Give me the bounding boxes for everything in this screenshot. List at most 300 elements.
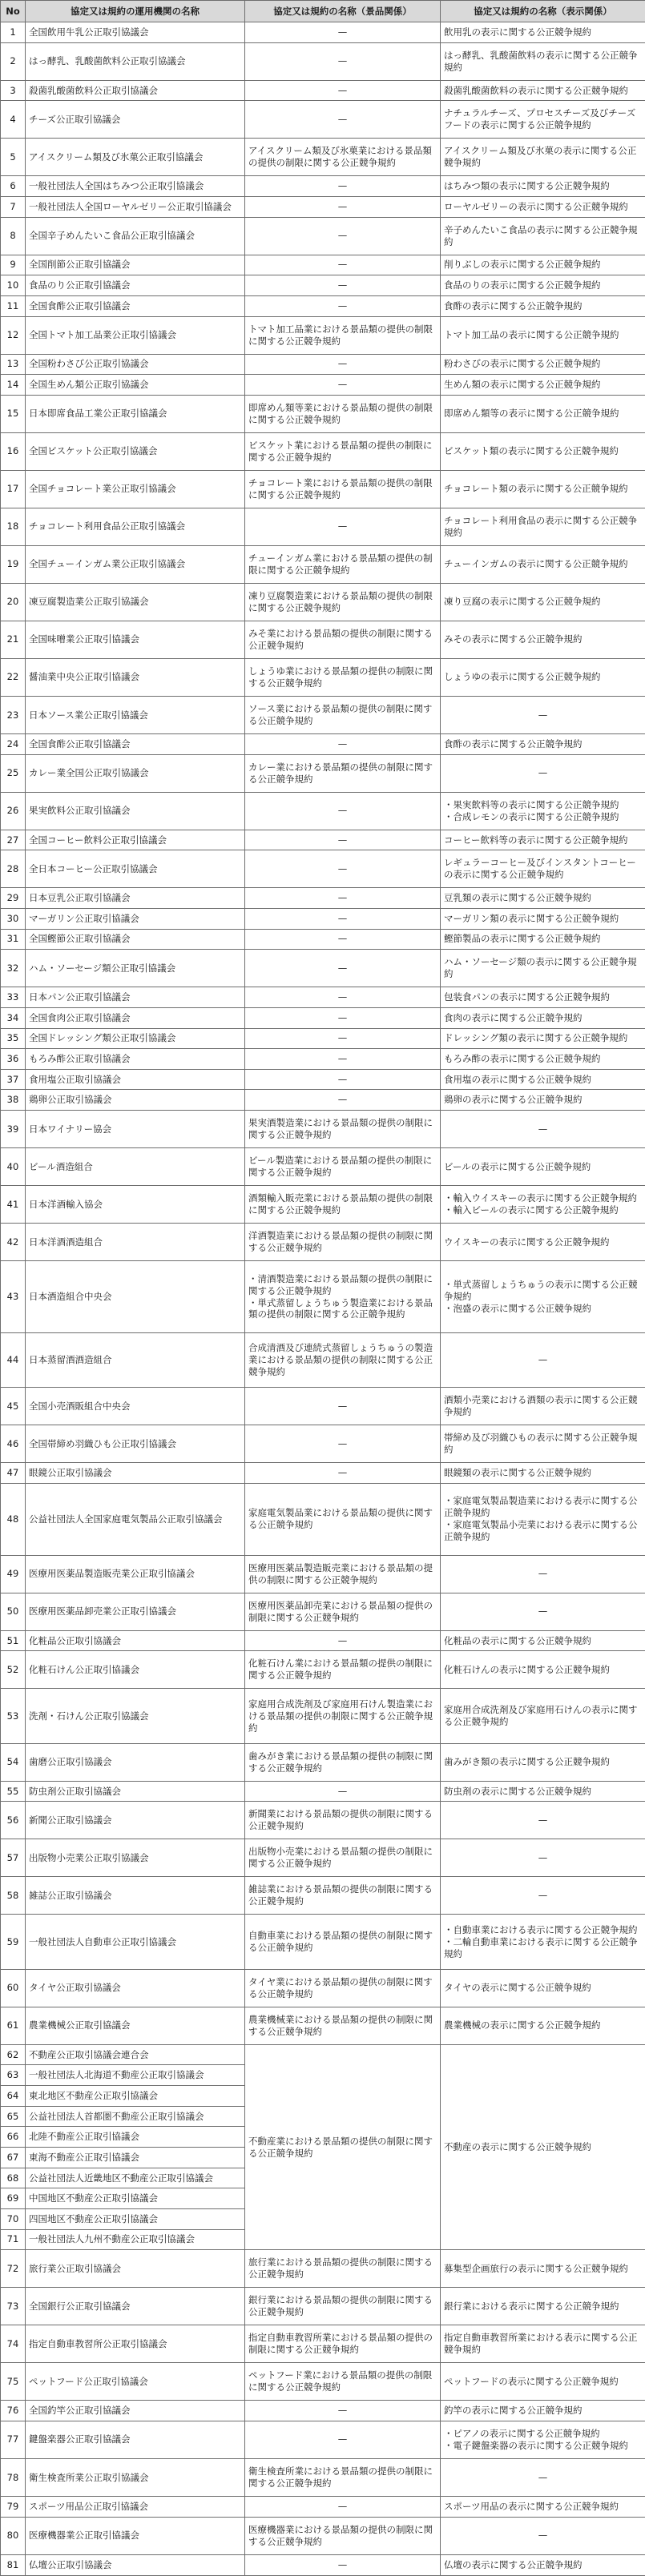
row-number: 33 [1, 987, 26, 1008]
table-row [1, 696, 645, 733]
table-row [1, 908, 645, 929]
labeling-code-item: — [538, 2530, 548, 2542]
premium-code-name: — [245, 375, 441, 396]
organization-name: 殺菌乳酸菌飲料公正取引協議会 [26, 80, 245, 101]
premium-code-name: しょうゆ業における景品類の提供の制限に関する公正競争規約 [245, 658, 441, 696]
table-row [1, 1332, 645, 1387]
row-number: 52 [1, 1651, 26, 1689]
table-row [1, 101, 645, 139]
labeling-code-name [441, 908, 645, 929]
organization-name: 農業機械公正取引協議会 [26, 2007, 245, 2044]
premium-code-name: 合成清酒及び連続式蒸留しょうちゅうの製造業における景品類の提供の制限に関する公正競争規約 [245, 1332, 441, 1387]
labeling-code-name [441, 432, 645, 470]
premium-code-name: — [245, 22, 441, 43]
labeling-code-item: はっ酵乳、乳酸菌飲料の表示に関する公正競争規約 [444, 49, 638, 73]
organization-name: 歯磨公正取引協議会 [26, 1743, 245, 1781]
labeling-code-name [441, 929, 645, 950]
table-row [1, 1111, 645, 1148]
row-number: 20 [1, 583, 26, 621]
table-row [1, 2401, 645, 2421]
premium-code-name: 銀行業における景品類の提供の制限に関する公正競争規約 [245, 2288, 441, 2325]
header-row [1, 1, 645, 22]
labeling-code-item: 生めん類の表示に関する公正競争規約 [444, 379, 601, 391]
table-row [1, 545, 645, 583]
table-row [1, 1877, 645, 1915]
row-number: 5 [1, 139, 26, 176]
table-row [1, 658, 645, 696]
labeling-code-item: 家庭用合成洗剤及び家庭用石けんの表示に関する公正競争規約 [444, 1704, 638, 1728]
row-number: 12 [1, 316, 26, 354]
table-row [1, 1802, 645, 1839]
row-number: 15 [1, 395, 26, 432]
labeling-code-name [441, 1049, 645, 1070]
premium-code-name: 医療機器業における景品類の提供の制限に関する公正競争規約 [245, 2517, 441, 2554]
header-org: 協定又は規約の運用機関の名称 [26, 1, 245, 22]
labeling-code-item: ペットフードの表示に関する公正競争規約 [444, 2375, 619, 2387]
premium-code-name: — [245, 2401, 441, 2421]
labeling-code-name [441, 1689, 645, 1743]
row-number: 22 [1, 658, 26, 696]
row-number: 51 [1, 1630, 26, 1651]
labeling-code-name [441, 1463, 645, 1484]
labeling-code-name [441, 2496, 645, 2517]
labeling-code-item: 防虫剤の表示に関する公正競争規約 [444, 1785, 591, 1797]
organization-name: 防虫剤公正取引協議会 [26, 1781, 245, 1802]
row-number: 79 [1, 2496, 26, 2517]
row-number: 54 [1, 1743, 26, 1781]
labeling-code-name [441, 2325, 645, 2363]
premium-code-name: — [245, 1069, 441, 1090]
labeling-code-item: 銀行業における表示に関する公正競争規約 [444, 2300, 619, 2312]
labeling-code-name [441, 1915, 645, 1969]
organization-name: 医療用医薬品卸売業公正取引協議会 [26, 1593, 245, 1630]
row-number: 18 [1, 508, 26, 545]
table-row [1, 375, 645, 396]
labeling-code-item: 釣竿の表示に関する公正競争規約 [444, 2405, 583, 2417]
organization-name: 旅行業公正取引協議会 [26, 2250, 245, 2288]
premium-code-name: トマト加工品業における景品類の提供の制限に関する公正競争規約 [245, 316, 441, 354]
labeling-code-item: — [538, 767, 548, 779]
labeling-code-name [441, 2007, 645, 2044]
labeling-code-item: 帯締め及び羽織ひもの表示に関する公正競争規約 [444, 1432, 638, 1456]
labeling-code-item: 削りぶしの表示に関する公正競争規約 [444, 259, 601, 271]
labeling-code-name [441, 1028, 645, 1049]
organization-name: 日本即席食品工業公正取引協議会 [26, 395, 245, 432]
table-row [1, 295, 645, 316]
premium-code-name: 果実酒製造業における景品類の提供の制限に関する公正競争規約 [245, 1111, 441, 1148]
row-number: 62 [1, 2044, 26, 2065]
labeling-code-name [441, 1148, 645, 1186]
organization-name: 指定自動車教習所公正取引協議会 [26, 2325, 245, 2363]
organization-name: 一般社団法人自動車公正取引協議会 [26, 1915, 245, 1969]
labeling-code-item: 粉わさびの表示に関する公正競争規約 [444, 358, 601, 370]
labeling-code-item: 食品のりの表示に関する公正競争規約 [444, 279, 601, 291]
row-number: 6 [1, 176, 26, 197]
labeling-code-item: トマト加工品の表示に関する公正競争規約 [444, 329, 619, 341]
table-row [1, 1028, 645, 1049]
labeling-code-name [441, 508, 645, 545]
premium-code-name: — [245, 850, 441, 888]
labeling-code-name [441, 1781, 645, 1802]
premium-code-name: チューインガム業における景品類の提供の制限に関する公正競争規約 [245, 545, 441, 583]
premium-code-name: 化粧石けん業における景品類の提供の制限に関する公正競争規約 [245, 1651, 441, 1689]
labeling-code-name [441, 2458, 645, 2496]
labeling-code-name [441, 176, 645, 197]
premium-code-name: 雑誌業における景品類の提供の制限に関する公正競争規約 [245, 1877, 441, 1915]
organization-name: 一般社団法人北海道不動産公正取引協議会 [26, 2065, 245, 2086]
row-number: 43 [1, 1261, 26, 1333]
row-number: 19 [1, 545, 26, 583]
labeling-code-name [441, 1007, 645, 1028]
premium-code-name: — [245, 1007, 441, 1028]
table-row [1, 2363, 645, 2401]
organization-name: 公益社団法人近畿地区不動産公正取引協議会 [26, 2168, 245, 2188]
organization-name: 一般社団法人九州不動産公正取引協議会 [26, 2229, 245, 2250]
table-row [1, 1007, 645, 1028]
organization-name: 全国食酢公正取引協議会 [26, 733, 245, 754]
premium-code-name: 自動車業における景品類の提供の制限に関する公正競争規約 [245, 1915, 441, 1969]
labeling-code-item: ・単式蒸留しょうちゅうの表示に関する公正競争規約 [444, 1279, 638, 1303]
row-number: 37 [1, 1069, 26, 1090]
labeling-code-name [441, 295, 645, 316]
table-row [1, 316, 645, 354]
row-number: 66 [1, 2127, 26, 2148]
premium-code-name: — [245, 1388, 441, 1425]
table-row [1, 1839, 645, 1877]
table-row [1, 2325, 645, 2363]
premium-code-name: — [245, 508, 441, 545]
row-number: 32 [1, 950, 26, 987]
labeling-code-name [441, 42, 645, 80]
labeling-code-name [441, 2517, 645, 2554]
table-row [1, 508, 645, 545]
labeling-code-item: ウイスキーの表示に関する公正競争規約 [444, 1236, 610, 1248]
row-number: 11 [1, 295, 26, 316]
table-row [1, 850, 645, 888]
table-row [1, 1069, 645, 1090]
table-row [1, 1483, 645, 1555]
row-number: 71 [1, 2229, 26, 2250]
organization-name: 中国地区不動産公正取引協議会 [26, 2188, 245, 2209]
organization-name: 醤油業中央公正取引協議会 [26, 658, 245, 696]
labeling-code-item: 豆乳類の表示に関する公正競争規約 [444, 892, 591, 904]
premium-code-name: 指定自動車教習所業における景品類の提供の制限に関する公正競争規約 [245, 2325, 441, 2363]
organization-name: 日本洋酒酒造組合 [26, 1224, 245, 1261]
organization-name: 全国銀行公正取引協議会 [26, 2288, 245, 2325]
table-row [1, 2496, 645, 2517]
table-row [1, 1743, 645, 1781]
table-row [1, 1425, 645, 1463]
organization-name: 医療機器業公正取引協議会 [26, 2517, 245, 2554]
row-number: 9 [1, 255, 26, 275]
row-number: 2 [1, 42, 26, 80]
labeling-code-item: ハム・ソーセージ類の表示に関する公正競争規約 [444, 956, 637, 980]
organization-name: アイスクリーム類及び氷菓公正取引協議会 [26, 139, 245, 176]
premium-code-name: 即席めん類等業における景品類の提供の制限に関する公正競争規約 [245, 395, 441, 432]
organization-name: 全国チューインガム業公正取引協議会 [26, 545, 245, 583]
premium-code-name: — [245, 1781, 441, 1802]
table-row [1, 1049, 645, 1070]
labeling-code-name [441, 275, 645, 296]
labeling-code-name [441, 80, 645, 101]
table-row [1, 1781, 645, 1802]
row-number: 28 [1, 850, 26, 888]
labeling-code-name [441, 316, 645, 354]
premium-code-name: — [245, 176, 441, 197]
labeling-code-name [441, 1425, 645, 1463]
premium-code-name: — [245, 275, 441, 296]
labeling-code-item: ・自動車業における表示に関する公正競争規約 [444, 1923, 638, 1935]
row-number: 29 [1, 888, 26, 909]
table-row [1, 2288, 645, 2325]
organization-name: 新聞公正取引協議会 [26, 1802, 245, 1839]
row-number: 69 [1, 2188, 26, 2209]
labeling-code-name [441, 1593, 645, 1630]
row-number: 1 [1, 22, 26, 43]
premium-code-name: タイヤ業における景品類の提供の制限に関する公正競争規約 [245, 1969, 441, 2007]
table-row [1, 2421, 645, 2458]
labeling-code-item: ・家庭電気製品小売業における表示に関する公正競争規約 [444, 1519, 638, 1543]
organization-name: 食品のり公正取引協議会 [26, 275, 245, 296]
row-number: 56 [1, 1802, 26, 1839]
premium-code-name: — [245, 1425, 441, 1463]
premium-code-name: 出版物小売業における景品類の提供の制限に関する公正競争規約 [245, 1839, 441, 1877]
labeling-code-name [441, 1186, 645, 1224]
organization-name: 鶏卵公正取引協議会 [26, 1090, 245, 1111]
row-number: 3 [1, 80, 26, 101]
organization-name: 日本豆乳公正取引協議会 [26, 888, 245, 909]
labeling-code-item: スポーツ用品の表示に関する公正競争規約 [444, 2500, 619, 2512]
table-row [1, 139, 645, 176]
organization-name: 全国小売酒販組合中央会 [26, 1388, 245, 1425]
organization-name: 鍵盤楽器公正取引協議会 [26, 2421, 245, 2458]
organization-name: 全国コーヒー飲料公正取引協議会 [26, 830, 245, 850]
labeling-code-item: 食肉の表示に関する公正競争規約 [444, 1011, 583, 1023]
organization-name: チョコレート利用食品公正取引協議会 [26, 508, 245, 545]
premium-code-name: 家庭用合成洗剤及び家庭用石けん製造業における景品類の提供の制限に関する公正競争規約 [245, 1689, 441, 1743]
labeling-code-item: ・家庭電気製品製造業における表示に関する公正競争規約 [444, 1495, 638, 1519]
labeling-code-item: 化粧品の表示に関する公正競争規約 [444, 1634, 591, 1646]
organization-name: 果実飲料公正取引協議会 [26, 792, 245, 830]
premium-code-name: — [245, 80, 441, 101]
organization-name: カレー業全国公正取引協議会 [26, 754, 245, 792]
labeling-code-name [441, 1069, 645, 1090]
table-row [1, 80, 645, 101]
row-number: 68 [1, 2168, 26, 2188]
row-number: 76 [1, 2401, 26, 2421]
labeling-code-name [441, 2288, 645, 2325]
row-number: 35 [1, 1028, 26, 1049]
premium-code-name: — [245, 1463, 441, 1484]
table-row [1, 217, 645, 255]
labeling-code-name [441, 1877, 645, 1915]
labeling-code-name [441, 950, 645, 987]
premium-code-name: みそ業における景品類の提供の制限に関する公正競争規約 [245, 621, 441, 658]
table-row [1, 2554, 645, 2575]
organization-name: 全国食酢公正取引協議会 [26, 295, 245, 316]
organization-name: 全日本コーヒー公正取引協議会 [26, 850, 245, 888]
premium-code-item: ・単式蒸留しょうちゅう製造業における景品類の提供の制限に関する公正競争規約 [248, 1296, 433, 1320]
premium-code-name: 衛生検査所業における景品類の提供の制限に関する公正競争規約 [245, 2458, 441, 2496]
premium-code-name: — [245, 1090, 441, 1111]
organization-name: 全国帯締め羽織ひも公正取引協議会 [26, 1425, 245, 1463]
header-keihin: 協定又は規約の名称（景品関係） [245, 1, 441, 22]
labeling-code-item: タイヤの表示に関する公正競争規約 [444, 1982, 591, 1994]
row-number: 42 [1, 1224, 26, 1261]
labeling-code-item: 鰹節製品の表示に関する公正競争規約 [444, 933, 601, 945]
organization-name: 公益社団法人全国家庭電気製品公正取引協議会 [26, 1483, 245, 1555]
organization-name: 全国釣竿公正取引協議会 [26, 2401, 245, 2421]
labeling-code-name: 不動産の表示に関する公正競争規約 [441, 2044, 645, 2249]
premium-code-name: — [245, 101, 441, 139]
table-row [1, 1630, 645, 1651]
premium-code-name: — [245, 908, 441, 929]
labeling-code-item: アイスクリーム類及び氷菓の表示に関する公正競争規約 [444, 145, 637, 169]
labeling-code-item: みその表示に関する公正競争規約 [444, 633, 583, 645]
table-row [1, 830, 645, 850]
labeling-code-name [441, 1388, 645, 1425]
labeling-code-item: 酒類小売業における酒類の表示に関する公正競争規約 [444, 1394, 638, 1418]
row-number: 38 [1, 1090, 26, 1111]
table-row [1, 1090, 645, 1111]
organization-name: チーズ公正取引協議会 [26, 101, 245, 139]
premium-code-name: — [245, 888, 441, 909]
labeling-code-name [441, 583, 645, 621]
organization-name: 全国食肉公正取引協議会 [26, 1007, 245, 1028]
premium-code-name: — [245, 354, 441, 375]
premium-code-name: — [245, 255, 441, 275]
labeling-code-item: 歯みがき類の表示に関する公正競争規約 [444, 1756, 610, 1768]
premium-code-name: 洋酒製造業における景品類の提供の制限に関する公正競争規約 [245, 1224, 441, 1261]
organization-name: 雑誌公正取引協議会 [26, 1877, 245, 1915]
row-number: 27 [1, 830, 26, 850]
table-row [1, 1969, 645, 2007]
row-number: 46 [1, 1425, 26, 1463]
labeling-code-name [441, 1483, 645, 1555]
row-number: 16 [1, 432, 26, 470]
row-number: 34 [1, 1007, 26, 1028]
organization-name: 一般社団法人全国はちみつ公正取引協議会 [26, 176, 245, 197]
row-number: 24 [1, 733, 26, 754]
premium-code-name: — [245, 1049, 441, 1070]
organization-name: 全国鰹節公正取引協議会 [26, 929, 245, 950]
organization-name: 全国トマト加工品業公正取引協議会 [26, 316, 245, 354]
labeling-code-item: はちみつ類の表示に関する公正競争規約 [444, 180, 610, 192]
organization-name: 四国地区不動産公正取引協議会 [26, 2208, 245, 2229]
table-row [1, 2250, 645, 2288]
premium-code-name: チョコレート業における景品類の提供の制限に関する公正競争規約 [245, 470, 441, 508]
organization-name: 洗剤・石けん公正取引協議会 [26, 1689, 245, 1743]
labeling-code-name [441, 217, 645, 255]
table-row [1, 1186, 645, 1224]
table-row [1, 470, 645, 508]
labeling-code-name [441, 1969, 645, 2007]
organization-name: 医療用医薬品製造販売業公正取引協議会 [26, 1555, 245, 1593]
row-number: 48 [1, 1483, 26, 1555]
labeling-code-name [441, 733, 645, 754]
labeling-code-item: 鶏卵の表示に関する公正競争規約 [444, 1094, 583, 1106]
labeling-code-name [441, 101, 645, 139]
labeling-code-item: 仏壇の表示に関する公正競争規約 [444, 2558, 583, 2570]
labeling-code-item: 飲用乳の表示に関する公正競争規約 [444, 26, 591, 38]
table-row [1, 1555, 645, 1593]
labeling-code-name [441, 1555, 645, 1593]
table-row [1, 792, 645, 830]
labeling-code-name [441, 2363, 645, 2401]
labeling-code-item: — [538, 1851, 548, 1863]
row-number: 21 [1, 621, 26, 658]
organization-name: 日本パン公正取引協議会 [26, 987, 245, 1008]
table-row [1, 2007, 645, 2044]
labeling-code-name [441, 621, 645, 658]
premium-code-name: 農業機械業における景品類の提供の制限に関する公正競争規約 [245, 2007, 441, 2044]
row-number: 36 [1, 1049, 26, 1070]
row-number: 80 [1, 2517, 26, 2554]
organization-name: 日本洋酒輸入協会 [26, 1186, 245, 1224]
labeling-code-item: チョコレート類の表示に関する公正競争規約 [444, 483, 628, 495]
premium-code-name: 歯みがき業における景品類の提供の制限に関する公正競争規約 [245, 1743, 441, 1781]
labeling-code-item: ・果実飲料等の表示に関する公正競争規約 [444, 798, 619, 810]
table-row [1, 196, 645, 217]
table-row [1, 1388, 645, 1425]
labeling-code-name [441, 1651, 645, 1689]
table-row [1, 754, 645, 792]
labeling-code-item: — [538, 709, 548, 721]
labeling-code-item: もろみ酢の表示に関する公正競争規約 [444, 1053, 601, 1065]
organization-name: はっ酵乳、乳酸菌飲料公正取引協議会 [26, 42, 245, 80]
labeling-code-item: 食酢の表示に関する公正競争規約 [444, 737, 583, 749]
row-number: 74 [1, 2325, 26, 2363]
premium-code-name: — [245, 1630, 441, 1651]
labeling-code-item: 包装食パンの表示に関する公正競争規約 [444, 991, 610, 1003]
labeling-code-item: マーガリン類の表示に関する公正競争規約 [444, 912, 619, 924]
premium-code-name: ビール製造業における景品類の提供の制限に関する公正競争規約 [245, 1148, 441, 1186]
premium-code-name: — [245, 1028, 441, 1049]
row-number: 7 [1, 196, 26, 217]
organization-name: 衛生検査所業公正取引協議会 [26, 2458, 245, 2496]
organization-name: 化粧石けん公正取引協議会 [26, 1651, 245, 1689]
row-number: 73 [1, 2288, 26, 2325]
organization-name: 全国ビスケット公正取引協議会 [26, 432, 245, 470]
premium-code-name: 医療用医薬品製造販売業における景品類の提供の制限に関する公正競争規約 [245, 1555, 441, 1593]
labeling-code-name [441, 470, 645, 508]
labeling-code-name [441, 830, 645, 850]
labeling-code-name [441, 2554, 645, 2575]
premium-code-name: — [245, 196, 441, 217]
labeling-code-item: 殺菌乳酸菌飲料の表示に関する公正競争規約 [444, 84, 628, 96]
table-row [1, 929, 645, 950]
premium-code-name: — [245, 987, 441, 1008]
organization-name: 食用塩公正取引協議会 [26, 1069, 245, 1090]
labeling-code-name [441, 792, 645, 830]
table-row [1, 583, 645, 621]
organization-name: 全国生めん類公正取引協議会 [26, 375, 245, 396]
labeling-code-item: 化粧石けんの表示に関する公正競争規約 [444, 1663, 610, 1675]
premium-code-name: — [245, 295, 441, 316]
organization-name: 不動産公正取引協議会連合会 [26, 2044, 245, 2065]
table-row [1, 888, 645, 909]
row-number: 67 [1, 2148, 26, 2168]
premium-code-name: アイスクリーム類及び氷菓業における景品類の提供の制限に関する公正競争規約 [245, 139, 441, 176]
labeling-code-item: ビールの表示に関する公正競争規約 [444, 1160, 591, 1172]
row-number: 58 [1, 1877, 26, 1915]
organization-name: 日本ソース業公正取引協議会 [26, 696, 245, 733]
organization-name: 出版物小売業公正取引協議会 [26, 1839, 245, 1877]
labeling-code-item: 食用塩の表示に関する公正競争規約 [444, 1073, 591, 1085]
organization-name: 全国粉わさび公正取引協議会 [26, 354, 245, 375]
organization-name: 凍豆腐製造業公正取引協議会 [26, 583, 245, 621]
premium-code-name: 不動産業における景品類の提供の制限に関する公正競争規約 [245, 2044, 441, 2249]
